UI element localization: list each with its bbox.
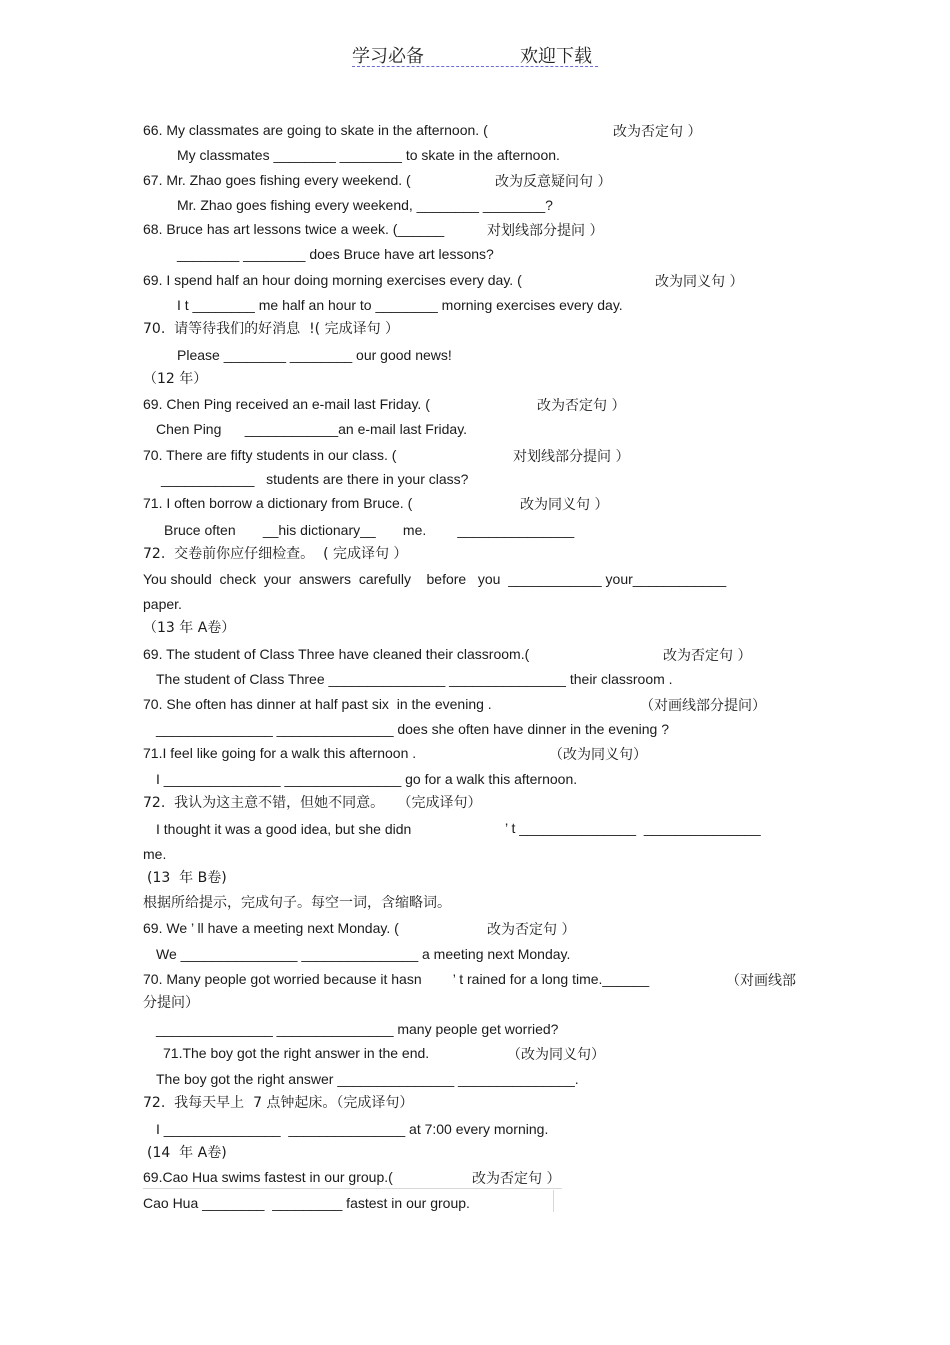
section-heading: (13 年 B卷) (147, 870, 227, 886)
answer-line: I _______________ _______________ at 7:00 every morning. (156, 1121, 549, 1137)
header-left-text: 学习必备 (352, 46, 424, 67)
instruction-note: （对画线部 (726, 973, 796, 989)
instruction-note: 改为否定句 ） (487, 922, 576, 938)
answer-line: The boy got the right answer _______________ _______________. (156, 1071, 579, 1087)
instruction-note: 改为否定句 ） (472, 1171, 561, 1187)
question-line: 72. 我认为这主意不错，但她不同意。 （完成译句） (143, 795, 482, 811)
answer-line: Mr. Zhao goes fishing every weekend, ________ ________? (177, 197, 553, 213)
answer-line: Bruce often __his dictionary__ me. _______________ (164, 522, 575, 538)
question-line: 71.The boy got the right answer in the end. (163, 1045, 430, 1061)
answer-line: ’ t _______________ _______________ (505, 820, 761, 836)
answer-line: _______________ _______________ many people get worried? (156, 1021, 559, 1037)
section-heading: (14 年 A卷) (147, 1145, 227, 1161)
answer-line: me. (143, 846, 167, 862)
divider (553, 1190, 554, 1212)
section-heading: （13 年 A卷） (143, 620, 236, 636)
question-line: 71.I feel like going for a walk this afternoon . (143, 745, 417, 761)
instruction-note: 分提问） (143, 995, 199, 1011)
answer-line: I _______________ _______________ go for a walk this afternoon. (156, 771, 578, 787)
answer-line: _______________ _______________ does she often have dinner in the evening ? (156, 721, 670, 737)
instruction-note: 改为否定句 ） (537, 398, 626, 414)
instruction-note: 对划线部分提问 ） (513, 449, 630, 465)
instruction-note: （对画线部分提问） (640, 698, 766, 714)
question-line: 69.Cao Hua swims fastest in our group.( (143, 1169, 393, 1185)
question-line: 70. She often has dinner at half past six in the evening . (143, 696, 492, 712)
question-line: 72. 我每天早上 7 点钟起床。（完成译句） (143, 1095, 414, 1111)
question-line: 69. Chen Ping received an e-mail last Friday. ( (143, 396, 430, 412)
question-line: 72. 交卷前你应仔细检查。 ( 完成译句 ） (143, 546, 408, 562)
instruction-note: （改为同义句） (507, 1047, 605, 1063)
answer-line: ________ ________ does Bruce have art lessons? (177, 246, 494, 262)
answer-line: I thought it was a good idea, but she didn (156, 821, 412, 837)
question-line: 70. 请等待我们的好消息 !( 完成译句 ） (143, 321, 400, 337)
instruction-note: 改为同义句 ） (520, 497, 609, 513)
question-line: 68. Bruce has art lessons twice a week. (______ (143, 221, 445, 237)
instruction-note: 对划线部分提问 ） (487, 223, 604, 239)
question-line: 66. My classmates are going to skate in the afternoon. ( (143, 122, 488, 138)
question-line: 69. The student of Class Three have cleaned their classroom.( (143, 646, 530, 662)
question-line: 69. I spend half an hour doing morning exercises every day. ( (143, 272, 522, 288)
section-instruction: 根据所给提示，完成句子。每空一词，含缩略词。 (143, 895, 451, 911)
answer-line: My classmates ________ ________ to skate in the afternoon. (177, 147, 560, 163)
answer-line: You should check your answers carefully before you ____________ your____________ (143, 571, 727, 587)
question-line: 71. I often borrow a dictionary from Bruce. ( (143, 495, 413, 511)
answer-line: I t ________ me half an hour to ________ morning exercises every day. (177, 297, 623, 313)
instruction-note: 改为否定句 ） (663, 648, 752, 664)
section-heading: （12 年） (143, 371, 208, 387)
question-line: 69. We ’ ll have a meeting next Monday. ( (143, 920, 399, 936)
answer-line: paper. (143, 596, 182, 612)
instruction-note: 改为反意疑问句 ） (495, 174, 612, 190)
instruction-note: 改为否定句 ） (613, 124, 702, 140)
answer-line: Cao Hua ________ _________ fastest in our group. (143, 1195, 470, 1211)
page-header (352, 38, 598, 67)
answer-line: We _______________ _______________ a meeting next Monday. (156, 946, 571, 962)
header-right-text: 欢迎下载 (520, 46, 592, 67)
question-line: 67. Mr. Zhao goes fishing every weekend. ( (143, 172, 411, 188)
divider (143, 1188, 562, 1189)
answer-line: ____________ students are there in your class? (161, 471, 469, 487)
question-line: 70. Many people got worried because it hasn ’ t rained for a long time.______ (143, 971, 650, 987)
answer-line: The student of Class Three _______________ _______________ their classroom . (156, 671, 673, 687)
question-line: 70. There are fifty students in our class. ( (143, 447, 397, 463)
answer-line: Chen Ping ____________an e-mail last Friday. (156, 421, 468, 437)
instruction-note: （改为同义句） (549, 747, 647, 763)
instruction-note: 改为同义句 ） (655, 274, 744, 290)
answer-line: Please ________ ________ our good news! (177, 347, 452, 363)
